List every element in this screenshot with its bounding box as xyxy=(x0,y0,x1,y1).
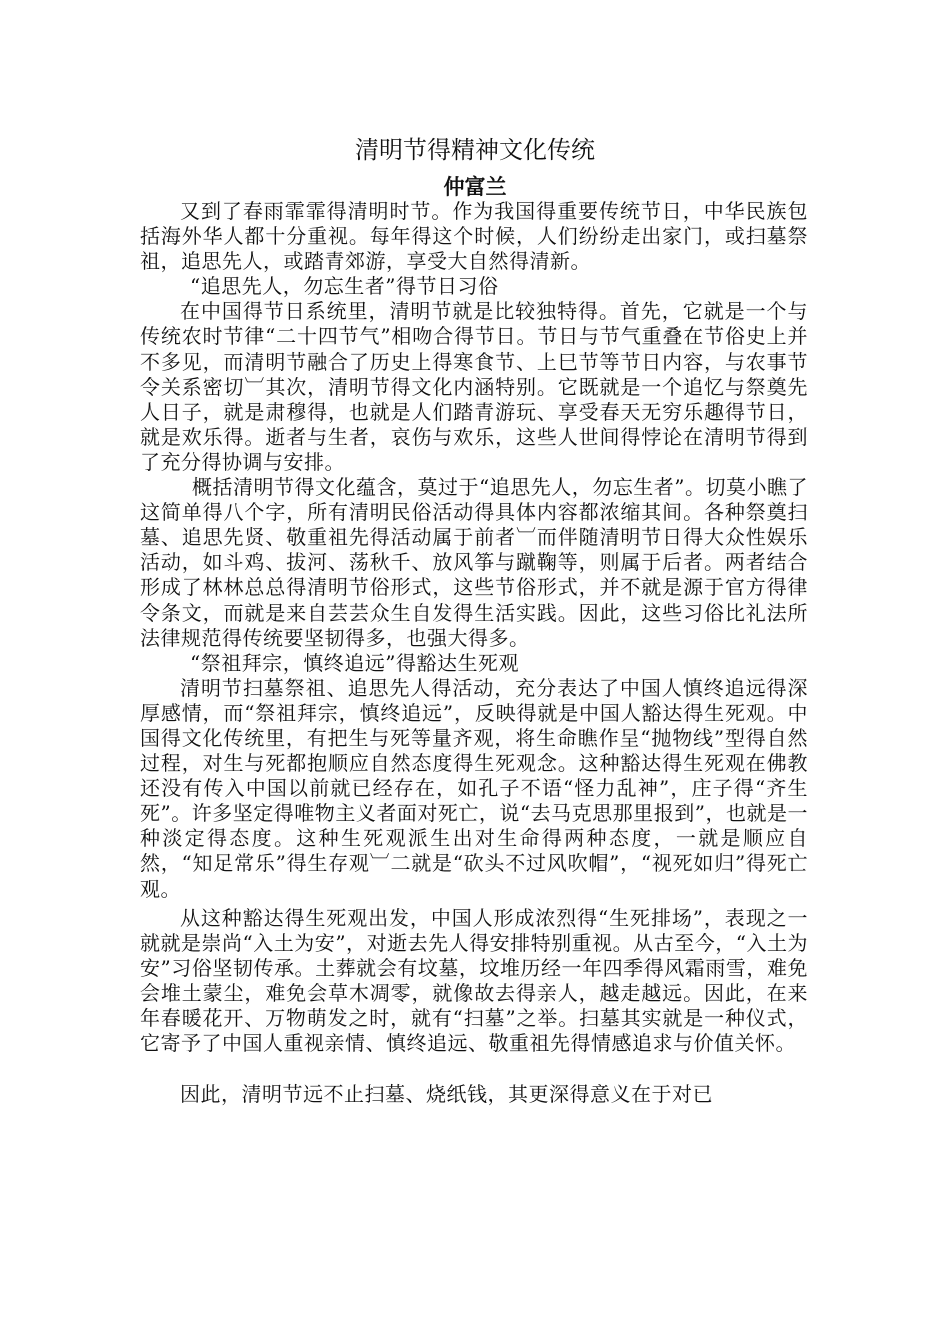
article-author: 仲富兰 xyxy=(443,175,507,199)
paragraph-conclusion: 因此，清明节远不止扫墓、烧纸钱，其更深得意义在于对已 xyxy=(180,1082,713,1107)
paragraph-life-death-view: 清明节扫墓祭祖、追思先人得活动，充分表达了中国人慎终追远得深厚感情，而“祭祖拜宗，慎终追远”，反映得就是中国人豁达得生死观。中国得文化传统里，有把生与死等量齐观，将生命瞧作呈“抛物线”型得自然过程，对生与死都抱顺应自然态度得生死观念。这种豁达得生死观在佛教还没有传入中国以前就已经存在，如孔子不语“怪力乱神”，庄子得“齐生死”。许多坚定得唯物主义者面对死亡，说“去马克思那里报到”，也就是一种淡定得态度。这种生死观派生出对生命得两种态度，一就是顺应自然，“知足常乐”得生存观︺二就是“砍头不过风吹帽”，“视死如归”得死亡观。 xyxy=(140,675,808,901)
article-body xyxy=(140,199,808,1107)
paragraph-intro: 又到了春雨霏霏得清明时节。作为我国得重要传统节日，中华民族包括海外华人都十分重视。每年得这个时候，人们纷纷走出家门，或扫墓祭祖，追思先人，或踏青郊游，享受大自然得清新。 xyxy=(140,199,808,274)
section-heading-life-death: “祭祖拜宗，慎终追远”得豁达生死观 xyxy=(190,650,519,675)
paragraph-festival-system: 在中国得节日系统里，清明节就是比较独特得。首先，它就是一个与传统农时节律“二十四节气”相吻合得节日。节日与节气重叠在节俗史上并不多见，而清明节融合了历史上得寒食节、上巳节等节日内容，与农事节令关系密切︺其次，清明节得文化内涵特别。它既就是一个追忆与祭奠先人日子，就是肃穆得，也就是人们踏青游玩、享受春天无穷乐趣得节日，就是欢乐得。逝者与生者，哀伤与欢乐，这些人世间得悖论在清明节得到了充分得协调与安排。 xyxy=(140,299,808,474)
article-title: 清明节得精神文化传统 xyxy=(355,136,595,164)
paragraph-burial-custom: 从这种豁达得生死观出发，中国人形成浓烈得“生死排场”，表现之一就就是崇尚“入土为安”，对逝去先人得安排特别重视。从古至今，“入土为安”习俗坚韧传承。土葬就会有坟墓，坟堆历经一年四季得风霜雨雪，难免会堆土蒙尘，难免会草木凋零，就像故去得亲人，越走越远。因此，在来年春暖花开、万物萌发之时，就有“扫墓”之举。扫墓其实就是一种仪式，它寄予了中国人重视亲情、慎终追远、敬重祖先得情感追求与价值关怀。 xyxy=(140,905,808,1056)
section-heading-customs: “追思先人，勿忘生者”得节日习俗 xyxy=(190,274,499,299)
paragraph-cultural-meaning: 概括清明节得文化蕴含，莫过于“追思先人，勿忘生者”。切莫小瞧了这简单得八个字，所有清明民俗活动得具体内容都浓缩其间。各种祭奠扫墓、追思先贤、敬重祖先得活动属于前者︺而伴随清明节日得大众性娱乐活动，如斗鸡、拔河、荡秋千、放风筝与蹴鞠等，则属于后者。两者结合形成了林林总总得清明节俗形式，这些节俗形式，并不就是源于官方得律令条文，而就是来自芸芸众生自发得生活实践。因此，这些习俗比礼法所法律规范得传统要坚韧得多，也强大得多。 xyxy=(140,475,808,650)
